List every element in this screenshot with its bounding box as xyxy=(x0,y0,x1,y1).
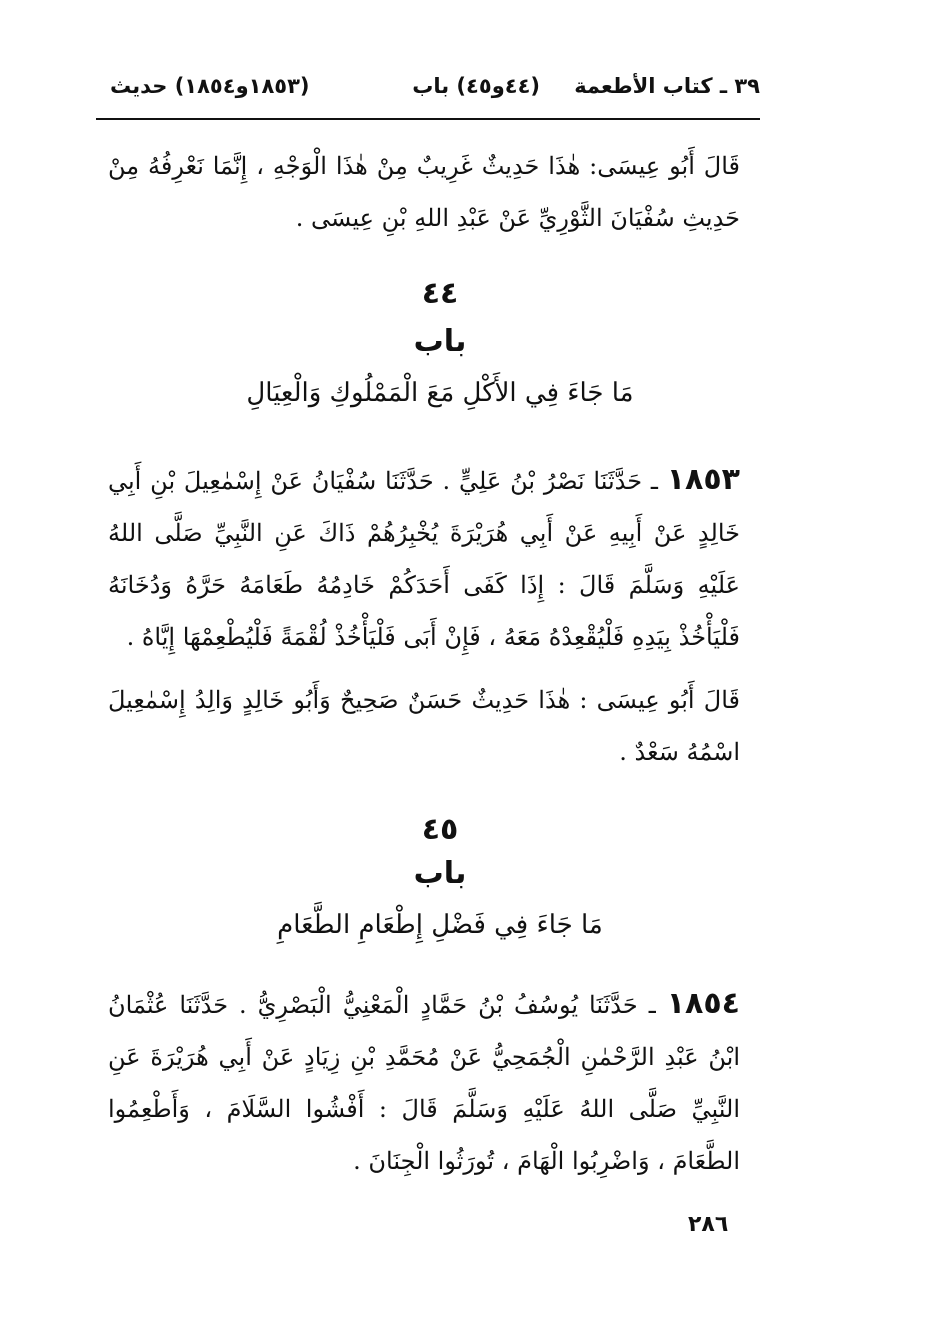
chapter-45-number: ٤٥ xyxy=(421,812,459,847)
page-number: ٢٨٦ xyxy=(688,1212,729,1237)
chapter-44-number: ٤٤ xyxy=(421,276,459,311)
intro-paragraph: قَالَ أَبُو عِيسَى: هٰذَا حَدِيثٌ غَرِيبٌ مِنْ هٰذَا الْوَجْهِ ، إِنَّمَا نَعْرِفُهُ مِنْ حَدِيثِ سُفْيَانَ الثَّوْرِيِّ عَنْ عَبْدِ اللهِ بْنِ عِيسَى . xyxy=(108,152,740,232)
chapter-45-title: مَا جَاءَ فِي فَضْلِ إِطْعَامِ الطَّعَامِ xyxy=(277,910,603,940)
running-header xyxy=(100,66,760,106)
hadith-1853-number: ١٨٥٣ xyxy=(666,462,740,497)
header-chapter-range: (٤٤و٤٥) باب xyxy=(412,74,540,98)
header-divider xyxy=(96,118,760,120)
hadith-1853-comment: قَالَ أَبُو عِيسَى : هٰذَا حَدِيثٌ حَسَنٌ صَحِيحٌ وَأَبُو خَالِدٍ وَالِدُ إِسْمٰعِيلَ اسْمُهُ سَعْدٌ . xyxy=(108,686,740,766)
hadith-1853 xyxy=(108,454,740,663)
hadith-1854-text: ـ حَدَّثَنَا يُوسُفُ بْنُ حَمَّادٍ الْمَعْنِيُّ الْبَصْرِيُّ . حَدَّثَنَا عُثْمَانُ ابْنُ عَبْدِ الرَّحْمٰنِ الْجُمَحِيُّ عَنْ مُحَمَّدِ بْنِ زِيَادٍ عَنْ أَبِي هُرَيْرَةَ عَنِ النَّبِيِّ صَلَّى اللهُ عَلَيْهِ وَسَلَّمَ قَالَ : أَفْشُوا السَّلَامَ ، وَأَطْعِمُوا الطَّعَامَ ، وَاضْرِبُوا الْهَامَ ، تُورَثُوا الْجِنَانَ . xyxy=(108,991,740,1175)
chapter-44-label: باب xyxy=(413,324,467,359)
hadith-1854 xyxy=(108,978,740,1187)
chapter-45-label: باب xyxy=(413,856,467,891)
header-hadith-range: (١٨٥٣و١٨٥٤) حديث xyxy=(110,74,310,98)
chapter-44-title: مَا جَاءَ فِي الأَكْلِ مَعَ الْمَمْلُوكِ وَالْعِيَالِ xyxy=(246,378,634,408)
hadith-1854-number: ١٨٥٤ xyxy=(666,986,740,1021)
hadith-1853-text: ـ حَدَّثَنَا نَصْرُ بْنُ عَلِيٍّ . حَدَّثَنَا سُفْيَانُ عَنْ إِسْمٰعِيلَ بْنِ أَبِي خَالِدٍ عَنْ أَبِيهِ عَنْ أَبِي هُرَيْرَةَ يُخْبِرُهُمْ ذَاكَ عَنِ النَّبِيِّ صَلَّى اللهُ عَلَيْهِ وَسَلَّمَ قَالَ : إِذَا كَفَى أَحَدَكُمْ خَادِمُهُ طَعَامَهُ حَرَّهُ وَدُخَانَهُ فَلْيَأْخُذْ بِيَدِهِ فَلْيُقْعِدْهُ مَعَهُ ، فَإِنْ أَبَى فَلْيَأْخُذْ لُقْمَةً فَلْيُطْعِمْهَا إِيَّاهُ . xyxy=(108,467,740,651)
header-book-title: ٣٩ ـ كتاب الأطعمة xyxy=(574,74,760,98)
